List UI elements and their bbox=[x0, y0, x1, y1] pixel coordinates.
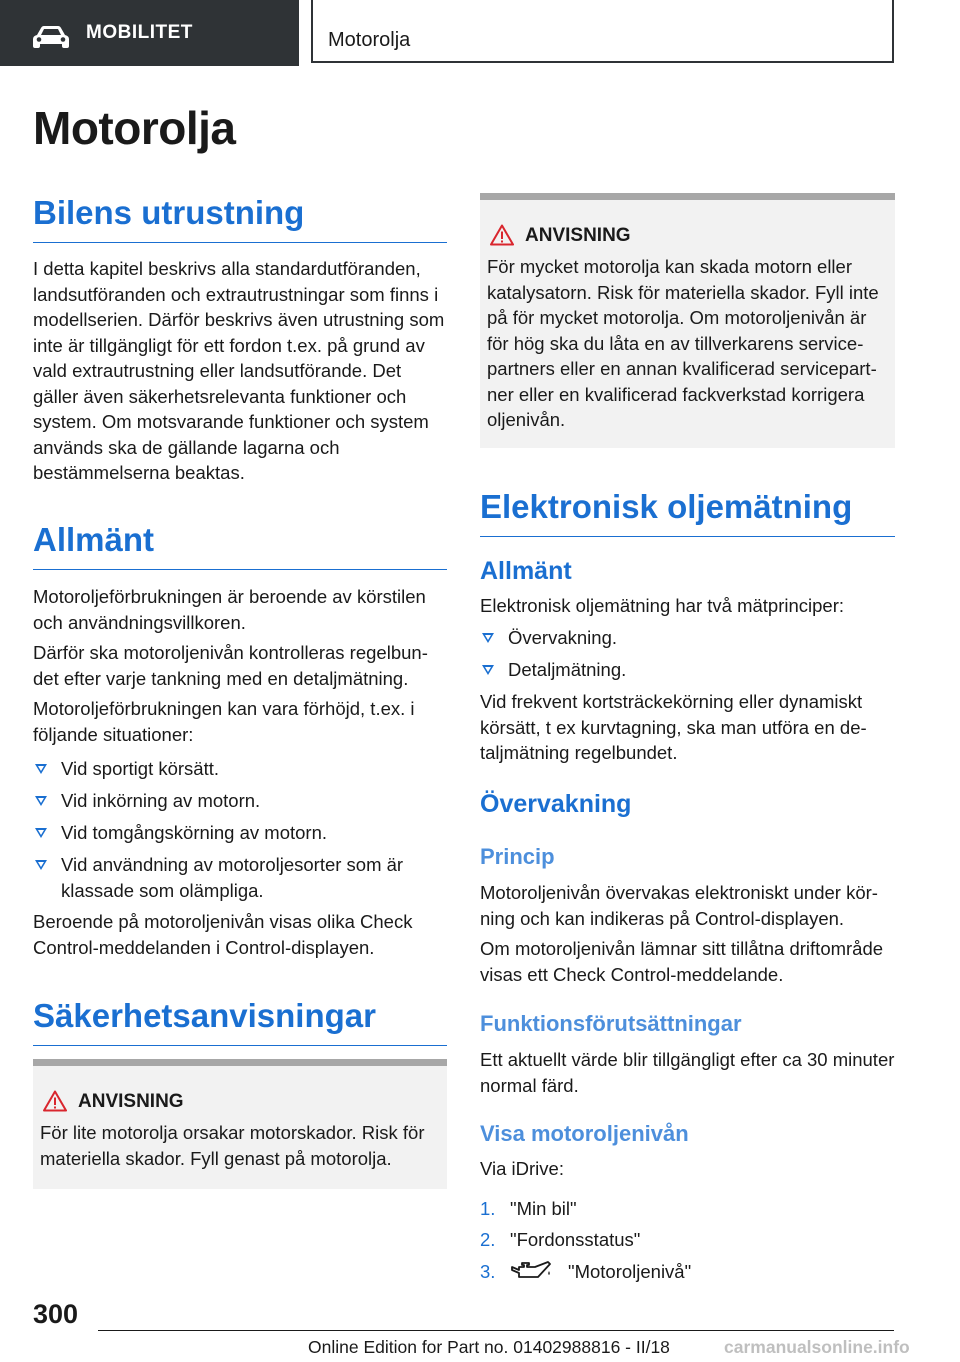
footer-edition: Online Edition for Part no. 01402988816 - II/18 bbox=[308, 1337, 670, 1357]
heading-sakerhetsanvisningar: Säkerhetsanvisningar bbox=[33, 995, 447, 1046]
heading-funktionsforutsattningar: Funktionsförutsättningar bbox=[480, 1011, 742, 1036]
triangle-bullet-icon bbox=[482, 665, 494, 675]
heading-allmant: Allmänt bbox=[480, 557, 572, 585]
oil-can-icon bbox=[510, 1261, 552, 1281]
warning-box bbox=[33, 1059, 447, 1189]
warning-text: För lite motorolja orsakar motorskador. Risk för materiella skador. Fyll genast på motorolja. bbox=[40, 1122, 425, 1169]
footer-watermark: carmanualsonline.info bbox=[724, 1337, 910, 1357]
page-number: 300 bbox=[33, 1299, 79, 1329]
paragraph-allmant-2: Vid frekvent kortsträckekörning eller dynamiskt körsätt, t ex kurvtagning, ska man utföra en detaljmätning regelbundet. bbox=[480, 691, 867, 763]
triangle-bullet-icon bbox=[35, 796, 47, 806]
warning-text: För mycket motorolja kan skada motorn eller katalysatorn. Risk för materiella skador. Fyll inte på för mycket motorolja. Om motoroljenivån är för hög ska du låta en av tillverkarens servicepartners eller en annan kvalificerad servicepartner eller en kvalificerad fackverkstad korrigera oljenivån. bbox=[487, 256, 879, 430]
paragraph-princip-2: Om motoroljenivån lämnar sitt tillåtna driftområde visas ett Check Control-meddelande. bbox=[480, 938, 884, 985]
chapter-label: Motorolja bbox=[328, 29, 411, 51]
heading-princip: Princip bbox=[480, 844, 555, 869]
paragraph-allmant-2: Därför ska motoroljenivån kontrolleras regelbundet efter varje tankning med en detaljmätning. bbox=[33, 642, 428, 689]
warning-triangle-icon bbox=[490, 224, 514, 246]
paragraph-funktion-1: Ett aktuellt värde blir tillgängligt efter ca 30 minuter normal färd. bbox=[480, 1049, 895, 1096]
paragraph-allmant-1: Motoroljeförbrukningen är beroende av körstilen och användningsvillkoren. bbox=[33, 586, 426, 633]
car-icon bbox=[32, 25, 70, 49]
warning-box bbox=[480, 193, 895, 448]
triangle-bullet-icon bbox=[35, 860, 47, 870]
paragraph-allmant-4: Beroende på motoroljenivån visas olika Check Control-meddelanden i Control-displayen. bbox=[33, 911, 413, 958]
chapter-tab bbox=[311, 0, 894, 63]
triangle-bullet-icon bbox=[35, 828, 47, 838]
warning-title: ANVISNING bbox=[78, 1091, 184, 1112]
heading-bilens-utrustning: Bilens utrustning bbox=[33, 192, 447, 243]
warning-title: ANVISNING bbox=[525, 225, 631, 246]
paragraph-visa-1: Via iDrive: bbox=[480, 1158, 564, 1179]
warning-triangle-icon bbox=[43, 1090, 67, 1112]
triangle-bullet-icon bbox=[35, 764, 47, 774]
footer-divider bbox=[98, 1330, 894, 1331]
heading-allmant: Allmänt bbox=[33, 519, 447, 570]
paragraph-allmant-1: Elektronisk oljemätning har två mätprinciper: bbox=[480, 595, 844, 616]
triangle-bullet-icon bbox=[482, 633, 494, 643]
paragraph-allmant-3: Motoroljeförbrukningen kan vara förhöjd, t.ex. i följande situationer: bbox=[33, 698, 415, 745]
heading-overvakning: Övervakning bbox=[480, 790, 632, 818]
heading-elektronisk-oljematning: Elektronisk oljemätning bbox=[480, 486, 895, 537]
heading-visa-motoroljenivan: Visa motoroljenivån bbox=[480, 1121, 689, 1146]
page-title: Motorolja bbox=[33, 102, 236, 154]
section-tab bbox=[0, 0, 299, 66]
paragraph-princip-1: Motoroljenivån övervakas elektroniskt under körning och kan indikeras på Control-displayen. bbox=[480, 882, 878, 929]
section-label: MOBILITET bbox=[86, 22, 193, 43]
paragraph-bilens-utrustning: I detta kapitel beskrivs alla standardutföranden, landsutföranden och extrautrustningar som finns i modellserien. Därför beskrivs även utrustning som inte är tillgängligt för ett fordon t.ex. på grund av vald extrautrustning eller landsutförande. Det gäller även säkerhetsrelevanta funktioner och system. Om motsvarande funktioner och system används ska de gällande lagarna och bestämmelserna beaktas. bbox=[33, 258, 445, 483]
